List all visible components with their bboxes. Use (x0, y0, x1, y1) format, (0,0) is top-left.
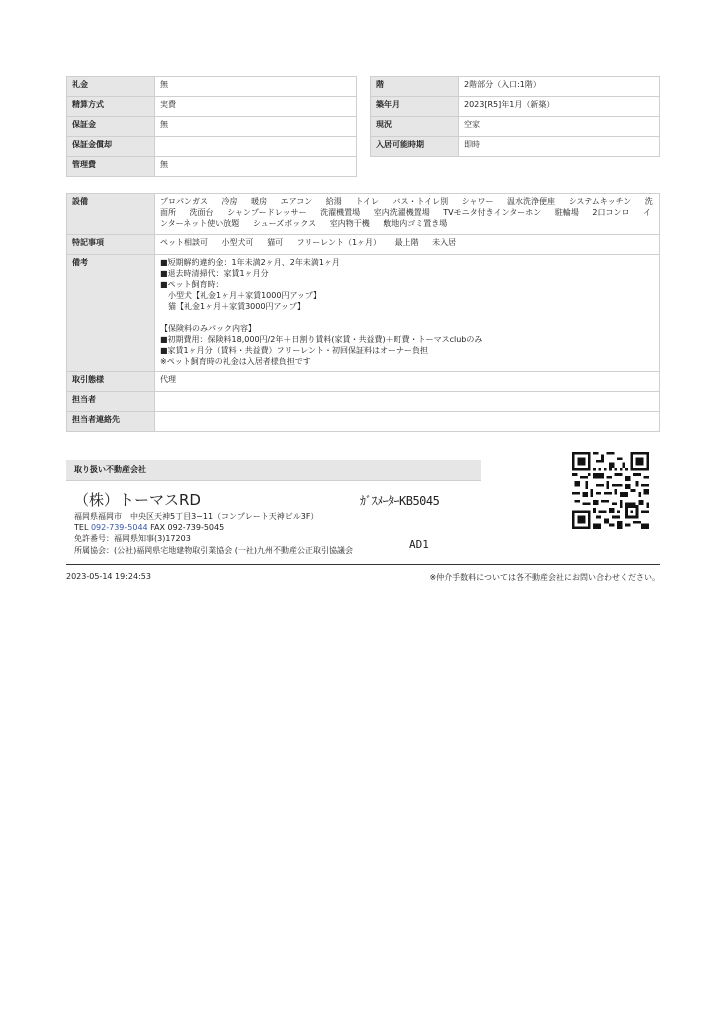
equipment-item: トイレ (355, 197, 379, 206)
built-date-label: 築年月 (371, 97, 459, 117)
special-note-item: 小型犬可 (221, 238, 254, 247)
staff-contact-label: 担当者連絡先 (67, 412, 155, 432)
qr-code (572, 452, 649, 529)
equipment-item: バス・トイレ別 (392, 197, 449, 206)
special-note-item: 最上階 (394, 238, 419, 247)
equipment-item: 洗面所 (160, 197, 653, 217)
special-note-item: 未入居 (432, 238, 457, 247)
equipment-item: 温水洗浄便座 (507, 197, 556, 206)
equipment-label: 設備 (67, 194, 155, 235)
transaction-value: 代理 (155, 372, 660, 392)
equipment-item: エアコン (280, 197, 313, 206)
equipment-item: 給湯 (325, 197, 342, 206)
equipment-item: プロパンガス (160, 197, 208, 206)
fax-text: FAX 092-739-5045 (147, 523, 225, 532)
main-info-table (66, 193, 660, 432)
ad-code: AD1 (409, 538, 429, 551)
equipment-item: シャワー (461, 197, 494, 206)
staff-label: 担当者 (67, 392, 155, 412)
company-address: 福岡県福岡市 中央区天神5丁目3−11（コンプレート天神ビル3F） (74, 512, 319, 521)
move-in-value: 即時 (459, 137, 660, 157)
right-info-table (370, 76, 660, 157)
staff-contact-value (155, 412, 660, 432)
deposit-value: 無 (155, 117, 357, 137)
management-fee-value: 無 (155, 157, 357, 177)
equipment-item: システムキッチン (568, 197, 632, 206)
settlement-value: 実費 (155, 97, 357, 117)
remarks-label: 備考 (67, 255, 155, 372)
tel-prefix: TEL (74, 523, 91, 532)
equipment-item: 洗濯機置場 (320, 208, 361, 217)
tel-link[interactable]: 092-739-5044 (90, 523, 148, 532)
equipment-list (155, 194, 660, 235)
special-note-item: フリーレント（1ヶ月） (296, 238, 382, 247)
equipment-item: TVモニタ付きインターホン (443, 208, 542, 217)
settlement-label: 精算方式 (67, 97, 155, 117)
equipment-item: 2口コンロ (592, 208, 630, 217)
equipment-item: シャンプードレッサー (227, 208, 307, 217)
special-notes-label: 特記事項 (67, 235, 155, 255)
equipment-item: 室内物干機 (329, 219, 370, 228)
remarks-text: ■短期解約違約金：1年未満2ヶ月、2年未満1ヶ月 ■退去時清掃代：家賃1ヶ月分 ■ペット飼育時： 小型犬【礼金1ヶ月＋家賃1000円アップ】 猫【礼金1ヶ月＋家賃3000円アップ】 【保険料のみパック内容】 ■初期費用：保険料18,000円/2年＋日割り賃料(家賃・共益費)＋町費・トーマスclubのみ ■家賃1ヶ月分（賃料・共益費）フリーレント・初回保証料はオーナー負担 ※ペット飼育時の礼金は入居者様負担です (155, 255, 660, 372)
equipment-item: シューズボックス (252, 219, 317, 228)
staff-value (155, 392, 660, 412)
equipment-item: 洗面台 (189, 208, 214, 217)
status-value: 空家 (459, 117, 660, 137)
gas-meter-code: ｶﾞｽﾒｰﾀｰKB5045 (360, 494, 440, 508)
equipment-item: 室内洗濯機置場 (373, 208, 430, 217)
brokerage-note: ※仲介手数料については各不動産会社にお問い合わせください。 (429, 573, 660, 582)
built-date-value: 2023[R5]年1月（新築） (459, 97, 660, 117)
deposit-amort-label: 保証金償却 (67, 137, 155, 157)
company-section-header: 取り扱い不動産会社 (66, 460, 481, 480)
company-divider (66, 480, 481, 481)
key-money-value: 無 (155, 77, 357, 97)
license-number: 免許番号：福岡県知事(3)17203 (74, 534, 191, 543)
status-label: 現況 (371, 117, 459, 137)
deposit-label: 保証金 (67, 117, 155, 137)
management-fee-label: 管理費 (67, 157, 155, 177)
left-info-table (66, 76, 357, 177)
key-money-label: 礼金 (67, 77, 155, 97)
equipment-item: 冷房 (221, 197, 238, 206)
equipment-item: インターネット使い放題 (160, 208, 652, 228)
floor-label: 階 (371, 77, 459, 97)
deposit-amort-value (155, 137, 357, 157)
equipment-item: 敷地内ゴミ置き場 (383, 219, 448, 228)
footer-divider (66, 564, 660, 565)
special-note-item: ペット相談可 (160, 238, 208, 247)
floor-value: 2階部分（入口:1階） (459, 77, 660, 97)
company-name: （株）トーマスRD (74, 491, 201, 509)
print-timestamp: 2023-05-14 19:24:53 (66, 572, 151, 581)
move-in-label: 入居可能時期 (371, 137, 459, 157)
equipment-item: 駐輪場 (554, 208, 579, 217)
association: 所属協会：(公社)福岡県宅地建物取引業協会 (一社)九州不動産公正取引協議会 (74, 546, 354, 555)
company-phone-line (74, 523, 224, 533)
special-notes-list (155, 235, 660, 255)
special-note-item: 猫可 (267, 238, 284, 247)
transaction-label: 取引態様 (67, 372, 155, 392)
equipment-item: 暖房 (251, 197, 268, 206)
